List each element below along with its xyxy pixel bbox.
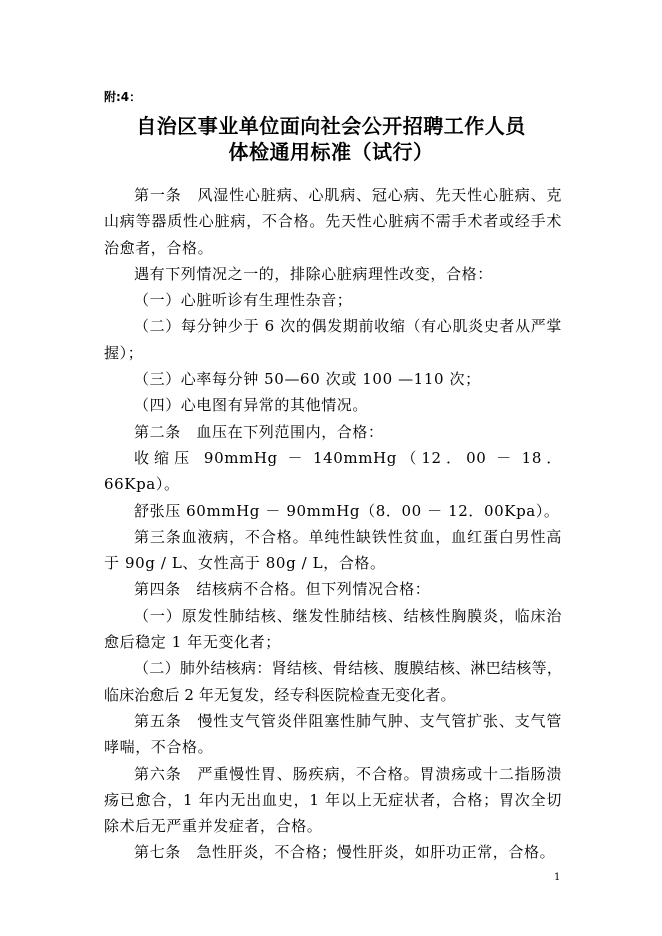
page-number: 1 [554, 872, 561, 883]
article-3-paragraph: 第三条血液病，不合格。单纯性缺铁性贫血，血红蛋白男性高于 90g / L、女性高于 80g / L，合格。 [104, 527, 562, 573]
article-4-paragraph: 第四条 结核病不合格。但下列情况合格： [134, 580, 431, 599]
tuberculosis-item-2: （二）肺外结核病：肾结核、骨结核、腹膜结核、淋巴结核等，临床治愈后 2 年无复发，经专科医院检查无变化者。 [104, 659, 562, 704]
systolic-pressure-range: 收缩压 90mmHg － 140mmHg（12．00 － 18．66Kpa）。 [104, 448, 562, 494]
article-1-paragraph: 第一条 风湿性心脏病、心肌病、冠心病、先天性心脏病、克山病等器质性心脏病，不合格。先天性心脏病不需手术者或经手术治愈者，合格。 [104, 186, 562, 257]
article-2-paragraph: 第二条 血压在下列范围内，合格： [134, 422, 384, 441]
exception-item-3: （三）心率每分钟 50—60 次或 100 —110 次； [134, 370, 481, 389]
document-body [104, 182, 562, 866]
article-6-paragraph: 第六条 严重慢性胃、肠疾病，不合格。胃溃疡或十二指肠溃疡已愈合，1 年内无出血史，1 年以上无症状者，合格；胃次全切除术后无严重并发症者，合格。 [104, 764, 562, 836]
attachment-label: 附:4： [104, 90, 142, 104]
article-5-paragraph: 第五条 慢性支气管炎伴阻塞性肺气肿、支气管扩张、支气管哮喘，不合格。 [104, 711, 562, 757]
exception-item-1: （一）心脏听诊有生理性杂音； [134, 291, 353, 310]
tuberculosis-item-1: （一）原发性肺结核、继发性肺结核、结核性胸膜炎，临床治愈后稳定 1 年无变化者； [104, 606, 562, 652]
exception-item-4: （四）心电图有异常的其他情况。 [134, 396, 369, 415]
diastolic-pressure-range: 舒张压 60mmHg － 90mmHg（8．00 － 12．00Kpa）。 [134, 501, 560, 520]
document-title-line-1: 自治区事业单位面向社会公开招聘工作人员 [136, 114, 526, 138]
exception-item-2: （二）每分钟少于 6 次的偶发期前收缩（有心肌炎史者从严掌握）； [104, 317, 562, 362]
exception-intro-paragraph: 遇有下列情况之一的，排除心脏病理性改变，合格： [134, 264, 493, 283]
document-title-line-2: 体检通用标准（试行） [228, 140, 434, 164]
article-7-paragraph: 第七条 急性肝炎，不合格；慢性肝炎，如肝功正常，合格。 [134, 843, 556, 862]
